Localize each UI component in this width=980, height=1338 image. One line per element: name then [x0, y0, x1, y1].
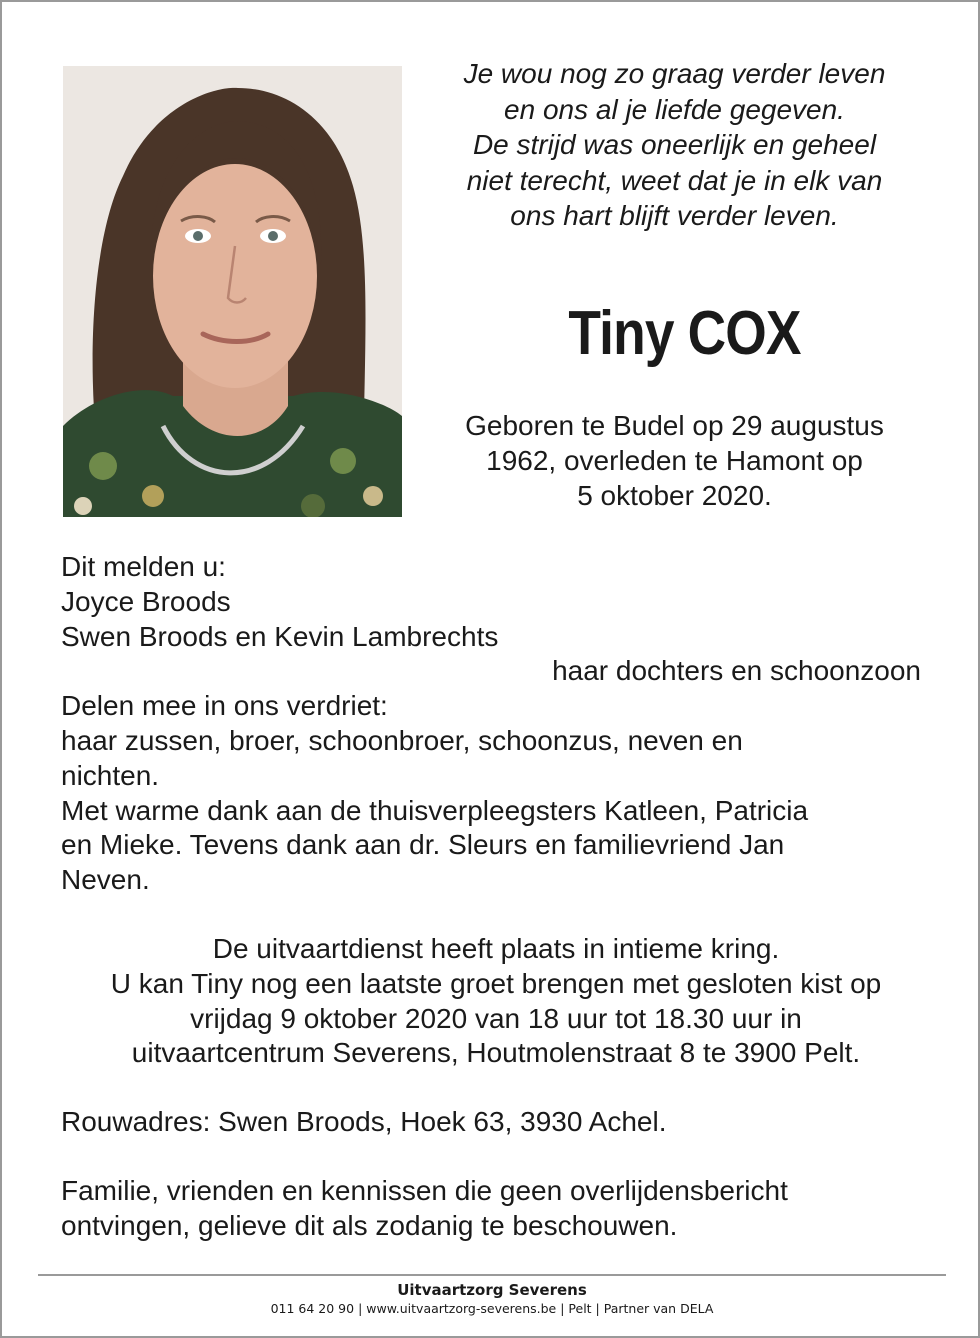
- poem-line: ons hart blijft verder leven.: [510, 200, 839, 231]
- footer-divider: [38, 1274, 946, 1276]
- portrait-illustration: [63, 66, 402, 517]
- service-line: De uitvaartdienst heeft plaats in intieme kring.: [212, 932, 780, 964]
- announcement-body: [61, 550, 931, 1244]
- poem-line: De strijd was oneerlijk en geheel: [472, 129, 877, 160]
- deceased-name: Tiny COX: [568, 299, 801, 368]
- child-name: Joyce Broods: [61, 585, 231, 617]
- poem-line: niet terecht, weet dat je in elk van: [466, 164, 883, 196]
- closing-line: Familie, vrienden en kennissen die geen overlijdensbericht: [61, 1174, 788, 1206]
- service-line: U kan Tiny nog een laatste groet brengen met gesloten kist op: [110, 967, 882, 999]
- footer: [38, 1280, 946, 1318]
- service-line: vrijdag 9 oktober 2020 van 18 uur tot 18.30 uur in: [190, 1002, 802, 1034]
- company-contact: 011 64 20 90 | www.uitvaartzorg-severens.be | Pelt | Partner van DELA: [270, 1301, 714, 1316]
- funeral-company: Uitvaartzorg Severens: [397, 1281, 587, 1299]
- mourning-address: Rouwadres: Swen Broods, Hoek 63, 3930 Achel.: [61, 1106, 667, 1138]
- share-intro: Delen mee in ons verdriet:: [61, 690, 388, 722]
- family-line: nichten.: [61, 759, 160, 791]
- poem-line: en ons al je liefde gegeven.: [504, 93, 845, 125]
- service-line: uitvaartcentrum Severens, Houtmolenstraat 8 te 3900 Pelt.: [131, 1037, 861, 1069]
- thanks-line: Neven.: [61, 864, 150, 896]
- poem: [422, 56, 927, 234]
- closing-line: ontvingen, gelieve dit als zodanig te beschouwen.: [61, 1209, 678, 1241]
- child-name: Swen Broods en Kevin Lambrechts: [61, 620, 499, 652]
- portrait-photo: [63, 66, 402, 517]
- poem-line: Je wou nog zo graag verder leven: [463, 58, 886, 89]
- birth-death-info: [422, 408, 927, 513]
- birth-line: 5 oktober 2020.: [577, 480, 772, 511]
- birth-line: 1962, overleden te Hamont op: [486, 445, 863, 476]
- thanks-line: en Mieke. Tevens dank aan dr. Sleurs en familievriend Jan: [61, 829, 785, 861]
- family-line: haar zussen, broer, schoonbroer, schoonzus, neven en: [61, 724, 743, 756]
- birth-line: Geboren te Budel op 29 augustus: [465, 410, 884, 441]
- thanks-line: Met warme dank aan de thuisverpleegsters Katleen, Patricia: [61, 794, 809, 826]
- announce-intro: Dit melden u:: [61, 551, 226, 582]
- children-relation: haar dochters en schoonzoon: [552, 655, 921, 687]
